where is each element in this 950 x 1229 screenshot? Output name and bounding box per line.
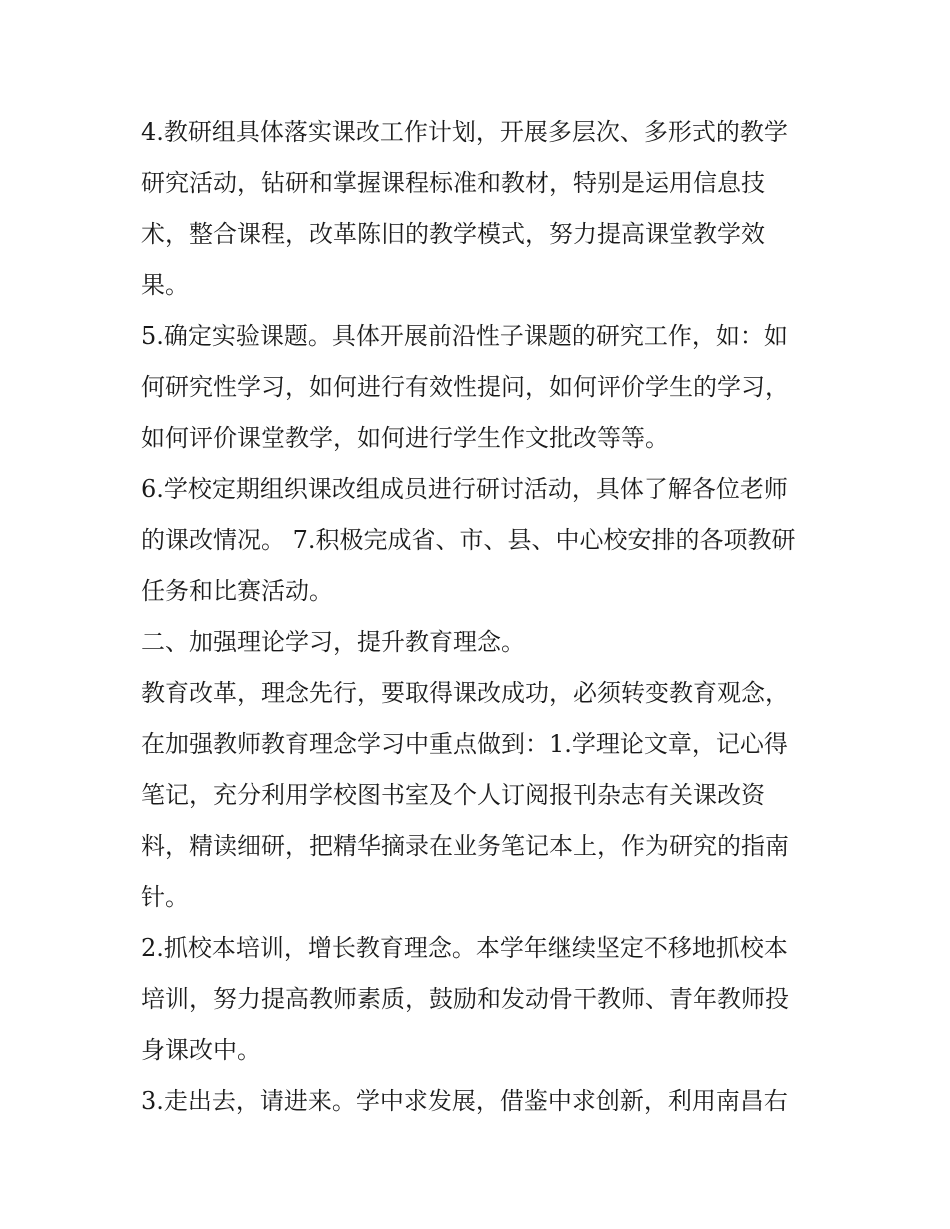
paragraph-item-4: 4.教研组具体落实课改工作计划，开展多层次、多形式的教学 研究活动，钻研和掌握课程标准和教材，特别是运用信息技 术，整合课程，改革陈旧的教学模式，努力提高课堂教学效 果。 [141,118,788,299]
paragraph-item-3: 3.走出去，请进来。学中求发展，借鉴中求创新，利用南昌右 [141,1087,788,1115]
paragraph-education-reform: 教育改革，理念先行，要取得课改成功，必须转变教育观念， 在加强教师教育理念学习中重点做到：1.学理论文章，记心得 笔记，充分利用学校图书室及个人订阅报刊杂志有关课改资 料，精读细研，把精华摘录在业务笔记本上，作为研究的指南 针。 [141,679,789,911]
paragraph-item-2: 2.抓校本培训，增长教育理念。本学年继续坚定不移地抓校本 培训，努力提高教师素质，鼓励和发动骨干教师、青年教师投 身课改中。 [141,934,789,1064]
section-heading: 二、加强理论学习，提升教育理念。 [141,628,525,656]
document-body [141,107,813,1127]
paragraph-item-5: 5.确定实验课题。具体开展前沿性子课题的研究工作，如：如 何研究性学习，如何进行有效性提问，如何评价学生的学习， 如何评价课堂教学，如何进行学生作文批改等等。 [141,322,789,452]
paragraph-item-6-7: 6.学校定期组织课改组成员进行研讨活动，具体了解各位老师 的课改情况。 7.积极完成省、市、县、中心校安排的各项教研 任务和比赛活动。 [141,475,796,605]
